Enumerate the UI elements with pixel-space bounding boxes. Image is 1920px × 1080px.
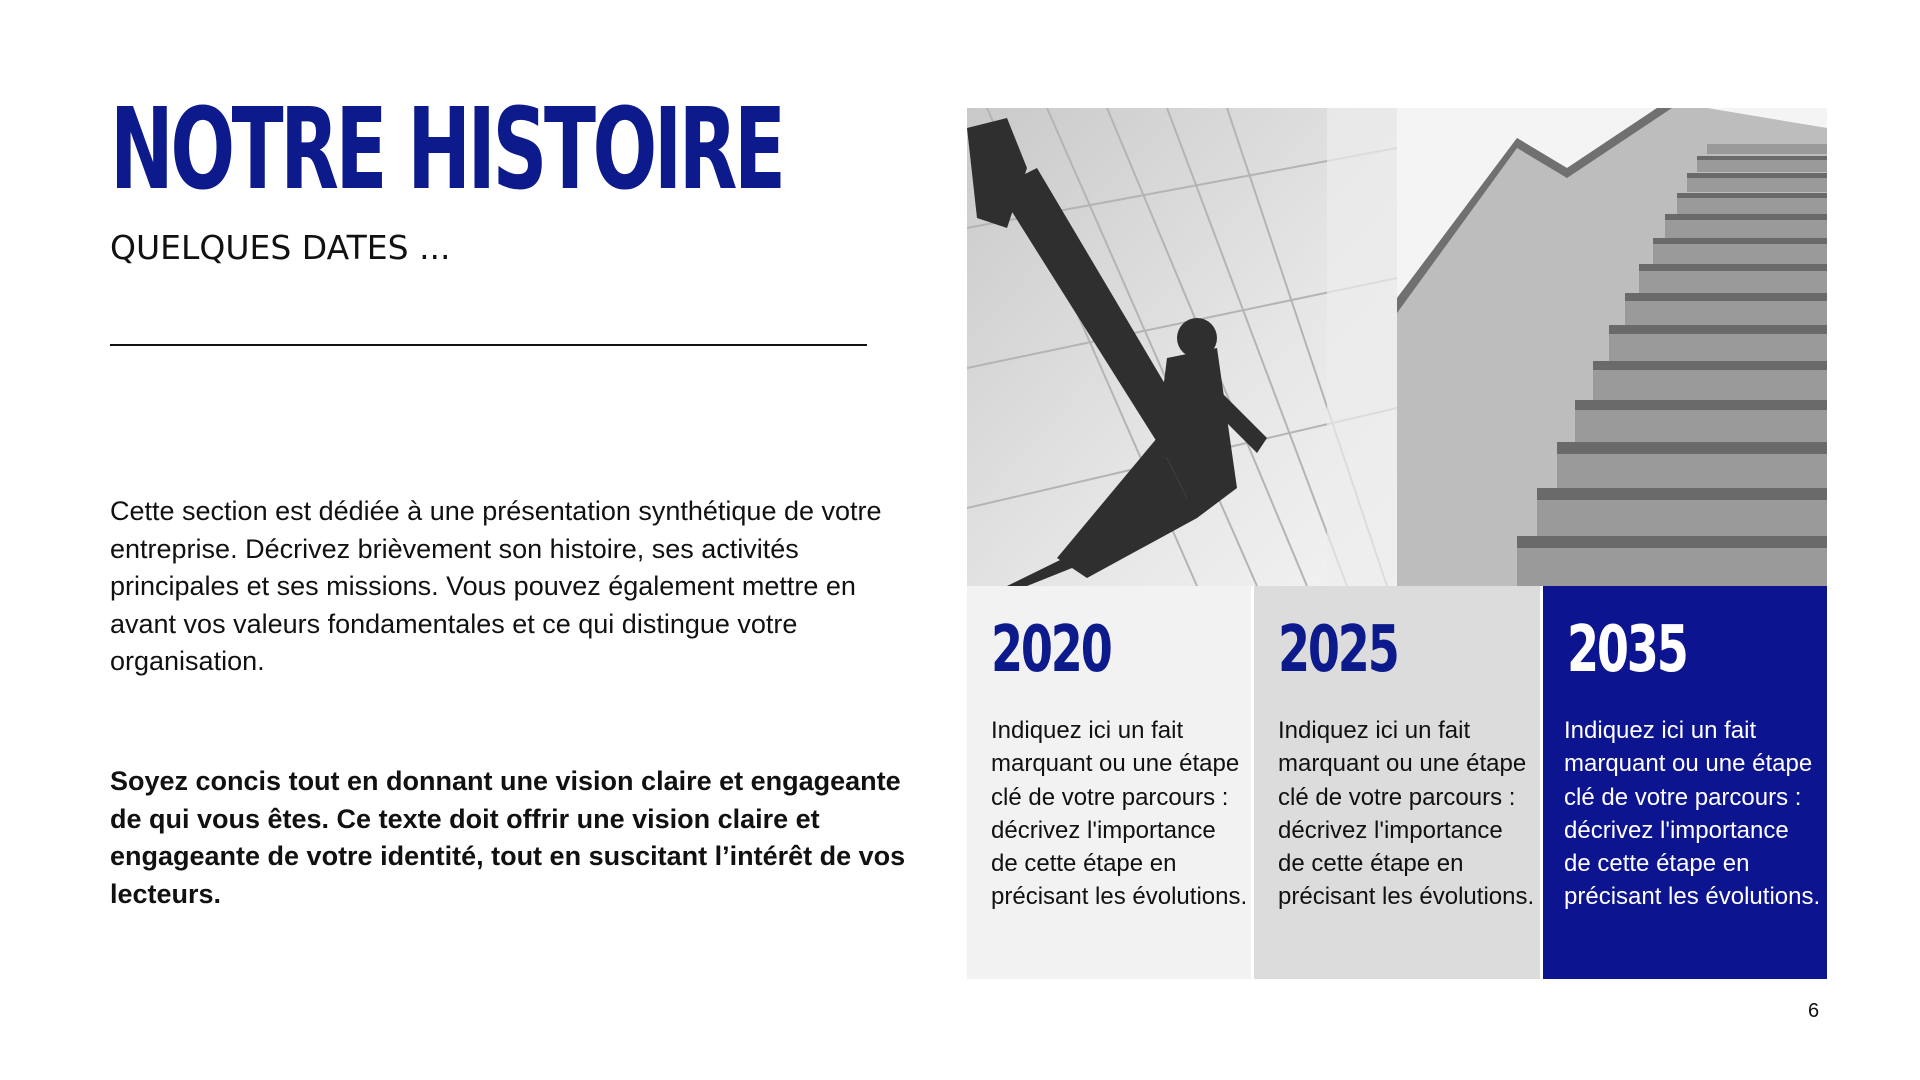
page-number: 6 <box>1808 1000 1820 1022</box>
timeline-card-2035 <box>1543 586 1827 979</box>
timeline-card-2025 <box>1254 586 1540 979</box>
page-title: NOTRE HISTOIRE <box>110 85 783 215</box>
page-subtitle: QUELQUES DATES ... <box>110 228 451 267</box>
timeline-year: 2020 <box>991 613 1111 687</box>
timeline-card-2020 <box>967 586 1251 979</box>
timeline-year: 2025 <box>1278 613 1398 687</box>
intro-paragraph: Cette section est dédiée à une présentation synthétique de votre entreprise. Décrivez brièvement son histoire, ses activités principales et ses missions. Vous pouvez également mettre en avant vos valeurs fondamentales et ce qui distingue votre organisation. <box>110 496 882 676</box>
highlight-paragraph: Soyez concis tout en donnant une vision claire et engageante de qui vous êtes. Ce texte doit offrir une vision claire et engageante de votre identité, tout en suscitant l’intérêt de vos lecteurs. <box>110 766 906 909</box>
divider <box>110 344 867 346</box>
timeline-description: Indiquez ici un fait marquant ou une étape clé de votre parcours : décrivez l'importance de cette étape en précisant les évolutions. <box>1564 717 1821 911</box>
timeline-description: Indiquez ici un fait marquant ou une étape clé de votre parcours : décrivez l'importance de cette étape en précisant les évolutions. <box>1278 717 1535 911</box>
timeline-year: 2035 <box>1567 613 1687 687</box>
staircase-photo <box>1397 108 1827 586</box>
jumping-person-photo <box>967 108 1397 586</box>
timeline-description: Indiquez ici un fait marquant ou une étape clé de votre parcours : décrivez l'importance de cette étape en précisant les évolutions. <box>991 717 1248 911</box>
